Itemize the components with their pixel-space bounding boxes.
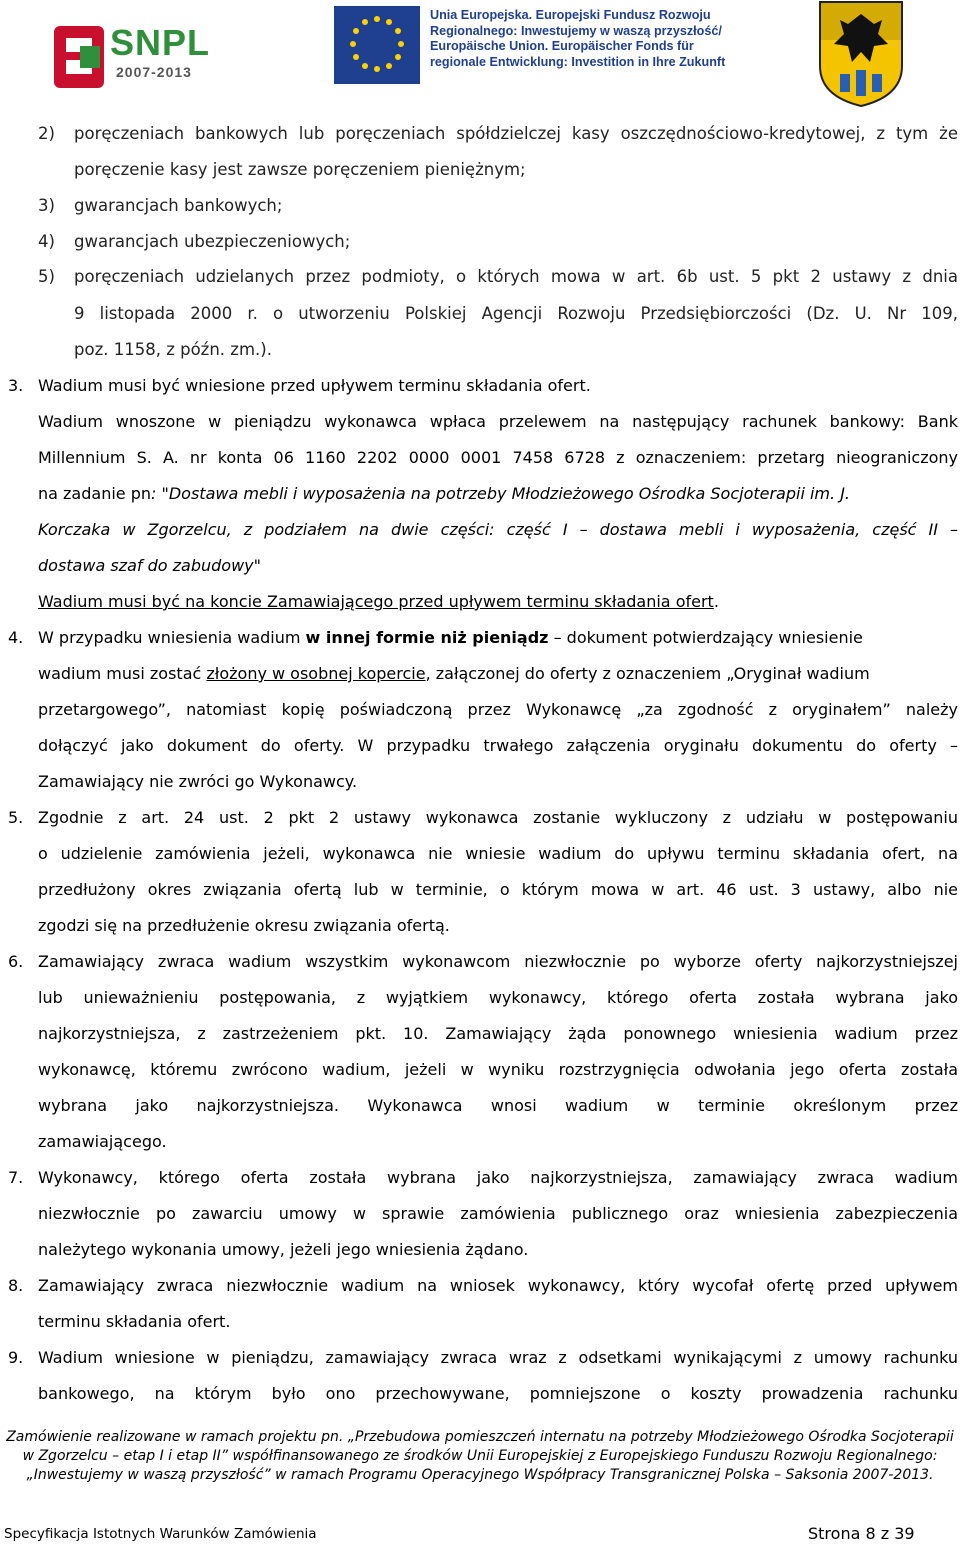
section-7-number: 7. [8,1168,24,1187]
section-5-line-1 [38,808,958,827]
section-5-line-2 [38,844,958,863]
text-run: , załączonej do oferty z oznaczeniem „Oryginał wadium [425,664,870,683]
section-6-line-4 [38,1060,958,1079]
eu-flag-icon [334,6,420,84]
snpl-wordmark: SNPL [110,22,211,63]
text-run: Korczaka w Zgorzelcu, z podziałem na dwie części: część I – dostawa mebli i wyposażenia, część II – [38,520,958,539]
eu-caption-line: Regionalnego: Inwestujemy w waszą przyszłość/ [430,23,722,38]
text-run: wykonawcę, któremu zwrócono wadium, jeżeli w wyniku rozstrzygnięcia odwołania jego oferta została [38,1060,958,1079]
item-5-line-1 [74,267,958,286]
text-run: o udzielenie zamówienia jeżeli, wykonawca nie wniesie wadium do upływu terminu składania ofert, na [38,844,958,863]
section-9-line-1 [38,1348,958,1367]
text-run: przetargowego”, natomiast kopię poświadczoną przez Wykonawcę „za zgodność z oryginałem” należy [38,700,958,719]
section-8-number: 8. [8,1276,24,1295]
section-4-line-3 [38,700,958,719]
item-5-number: 5) [38,267,55,286]
section-9-line-2 [38,1384,958,1403]
text-run: . [713,592,719,611]
section-3-line-3 [38,448,958,467]
section-6-number: 6. [8,952,24,971]
text-run: Wadium wnoszone w pieniądzu wykonawca wpłaca przelewem na następujący rachunek bankowy: Bank [38,412,958,431]
snpl-years: 2007-2013 [116,64,192,80]
section-5-line-3 [38,880,958,899]
section-7-line-2 [38,1204,958,1223]
section-6-line-1 [38,952,958,971]
text-run: poręczeniach bankowych lub poręczeniach spółdzielczej kasy oszczędnościowo-kredytowej, z tym że [74,124,958,143]
section-4-line-1 [38,628,958,647]
item-2-line-2: poręczenie kasy jest zawsze poręczeniem pieniężnym; [74,160,526,179]
section-7-line-3: należytego wykonania umowy, jeżeli jego wniesienia żądano. [38,1240,529,1259]
text-run: najkorzystniejsza, z zastrzeżeniem pkt. 10. Zamawiający żąda ponownego wniesienia wadium przez [38,1024,958,1043]
section-4-line-5: Zamawiający nie zwróci go Wykonawcy. [38,772,358,791]
item-2-number: 2) [38,124,55,143]
text-run: W przypadku wniesienia wadium [38,628,306,647]
text-run: 9 listopada 2000 r. o utworzeniu Polskiej Agencji Rozwoju Przedsiębiorczości (Dz. U. Nr 109, [74,304,958,323]
section-3-line-4 [38,484,850,503]
section-6-line-2 [38,988,958,1007]
section-9-number: 9. [8,1348,24,1367]
text-run: dołączyć jako dokument do oferty. W przypadku trwałego załączenia oryginału dokumentu do oferty – [38,736,958,755]
text-run: Zamawiający zwraca niezwłocznie wadium na wniosek wykonawcy, który wycofał ofertę przed upływem [38,1276,958,1295]
item-3-number: 3) [38,196,55,215]
text-run: Zamawiający zwraca wadium wszystkim wykonawcom niezwłocznie po wyborze oferty najkorzystniejszej [38,952,958,971]
eu-fund-caption [430,8,760,70]
underlined-text: złożony w osobnej kopercie [206,664,426,683]
item-3-line-1: gwarancjach bankowych; [74,196,283,215]
section-7-line-1 [38,1168,958,1187]
section-6-line-6: zamawiającego. [38,1132,167,1151]
task-name-italic: : "Dostawa mebli i wyposażenia na potrzeby Młodzieżowego Ośrodka Socjoterapii im. J. [151,484,850,503]
section-6-line-5 [38,1096,958,1115]
text-run: Wadium wniesione w pieniądzu, zamawiający zwraca wraz z odsetkami wynikającymi z umowy rachunku [38,1348,958,1367]
text-run: niezwłocznie po zawarciu umowy w sprawie zamówienia publicznego oraz wniesienia zabezpieczenia [38,1204,958,1223]
section-3-number: 3. [8,376,24,395]
section-5-number: 5. [8,808,24,827]
text-run: bankowego, na którym było ono przechowywane, pomniejszone o koszty prowadzenia rachunku [38,1384,958,1403]
section-6-line-3 [38,1024,958,1043]
project-footer-note [0,1428,960,1485]
item-5-line-2 [74,304,958,323]
section-3-line-7 [38,592,719,611]
section-3-line-5 [38,520,958,539]
section-3-line-2 [38,412,958,431]
section-3-line-1: Wadium musi być wniesione przed upływem terminu składania ofert. [38,376,591,395]
page-number: Strona 8 z 39 [808,1524,915,1543]
eu-caption-line: regionale Entwicklung: Investition in Ihre Zukunft [430,54,726,69]
eu-caption-line: Europäische Union. Europäischer Fonds für [430,39,694,53]
text-run: wadium musi zostać [38,664,207,683]
text-run: Wykonawcy, którego oferta została wybrana jako najkorzystniejsza, zamawiający zwraca wadium [38,1168,958,1187]
item-5-line-3: poz. 1158, z późn. zm.). [74,340,272,359]
item-2-line-1 [74,124,958,143]
text-run: poręczeniach udzielanych przez podmioty, o których mowa w art. 6b ust. 5 pkt 2 ustawy z dnia [74,267,958,286]
item-4-line-1: gwarancjach ubezpieczeniowych; [74,232,351,251]
item-4-number: 4) [38,232,55,251]
section-5-line-4: zgodzi się na przedłużenie okresu związania ofertą. [38,916,450,935]
text-run: przedłużony okres związania ofertą lub w terminie, o którym mowa w art. 46 ust. 3 ustawy, albo nie [38,880,958,899]
project-note-line: Zamówienie realizowane w ramach projektu pn. „Przebudowa pomieszczeń internatu na potrzeby Młodzieżowego Ośrodka Socjoterapii [6,1429,954,1445]
text-run: lub unieważnieniu postępowania, z wyjątkiem wykonawcy, którego oferta została wybrana jako [38,988,958,1007]
section-8-line-2: terminu składania ofert. [38,1312,231,1331]
bold-text: w innej formie niż pieniądz [305,628,549,647]
section-4-line-2 [38,664,870,683]
section-8-line-1 [38,1276,958,1295]
section-4-line-4 [38,736,958,755]
underlined-text: Wadium musi być na koncie Zamawiającego przed upływem terminu składania ofert [38,592,714,611]
document-title-footer: Specyfikacja Istotnych Warunków Zamówienia [4,1526,317,1542]
project-note-line: w Zgorzelcu – etap I i etap II” współfinansowanego ze środków Unii Europejskiej z Europejskiego Funduszu Rozwoju Regionalnego: [22,1448,938,1464]
section-3-line-6: dostawa szaf do zabudowy" [38,556,261,575]
section-4-number: 4. [8,628,24,647]
coat-of-arms-icon [816,0,906,108]
eu-caption-line: Unia Europejska. Europejski Fundusz Rozwoju [430,8,711,22]
text-run: na zadanie pn [38,484,152,503]
project-note-line: „Inwestujemy w waszą przyszłość” w ramach Programu Operacyjnego Współpracy Transgranicznej Polska – Saksonia 2007-2013. [26,1467,934,1483]
text-run: – dokument potwierdzający wniesienie [548,628,863,647]
page-header [0,0,960,112]
text-run: wybrana jako najkorzystniejsza. Wykonawca wnosi wadium w terminie określonym przez [38,1096,958,1115]
text-run: Zgodnie z art. 24 ust. 2 pkt 2 ustawy wykonawca zostanie wykluczony z udziału w postępowaniu [38,808,958,827]
text-run: Millennium S. A. nr konta 06 1160 2202 0000 0001 7458 6728 z oznaczeniem: przetarg nieograniczony [38,448,958,467]
